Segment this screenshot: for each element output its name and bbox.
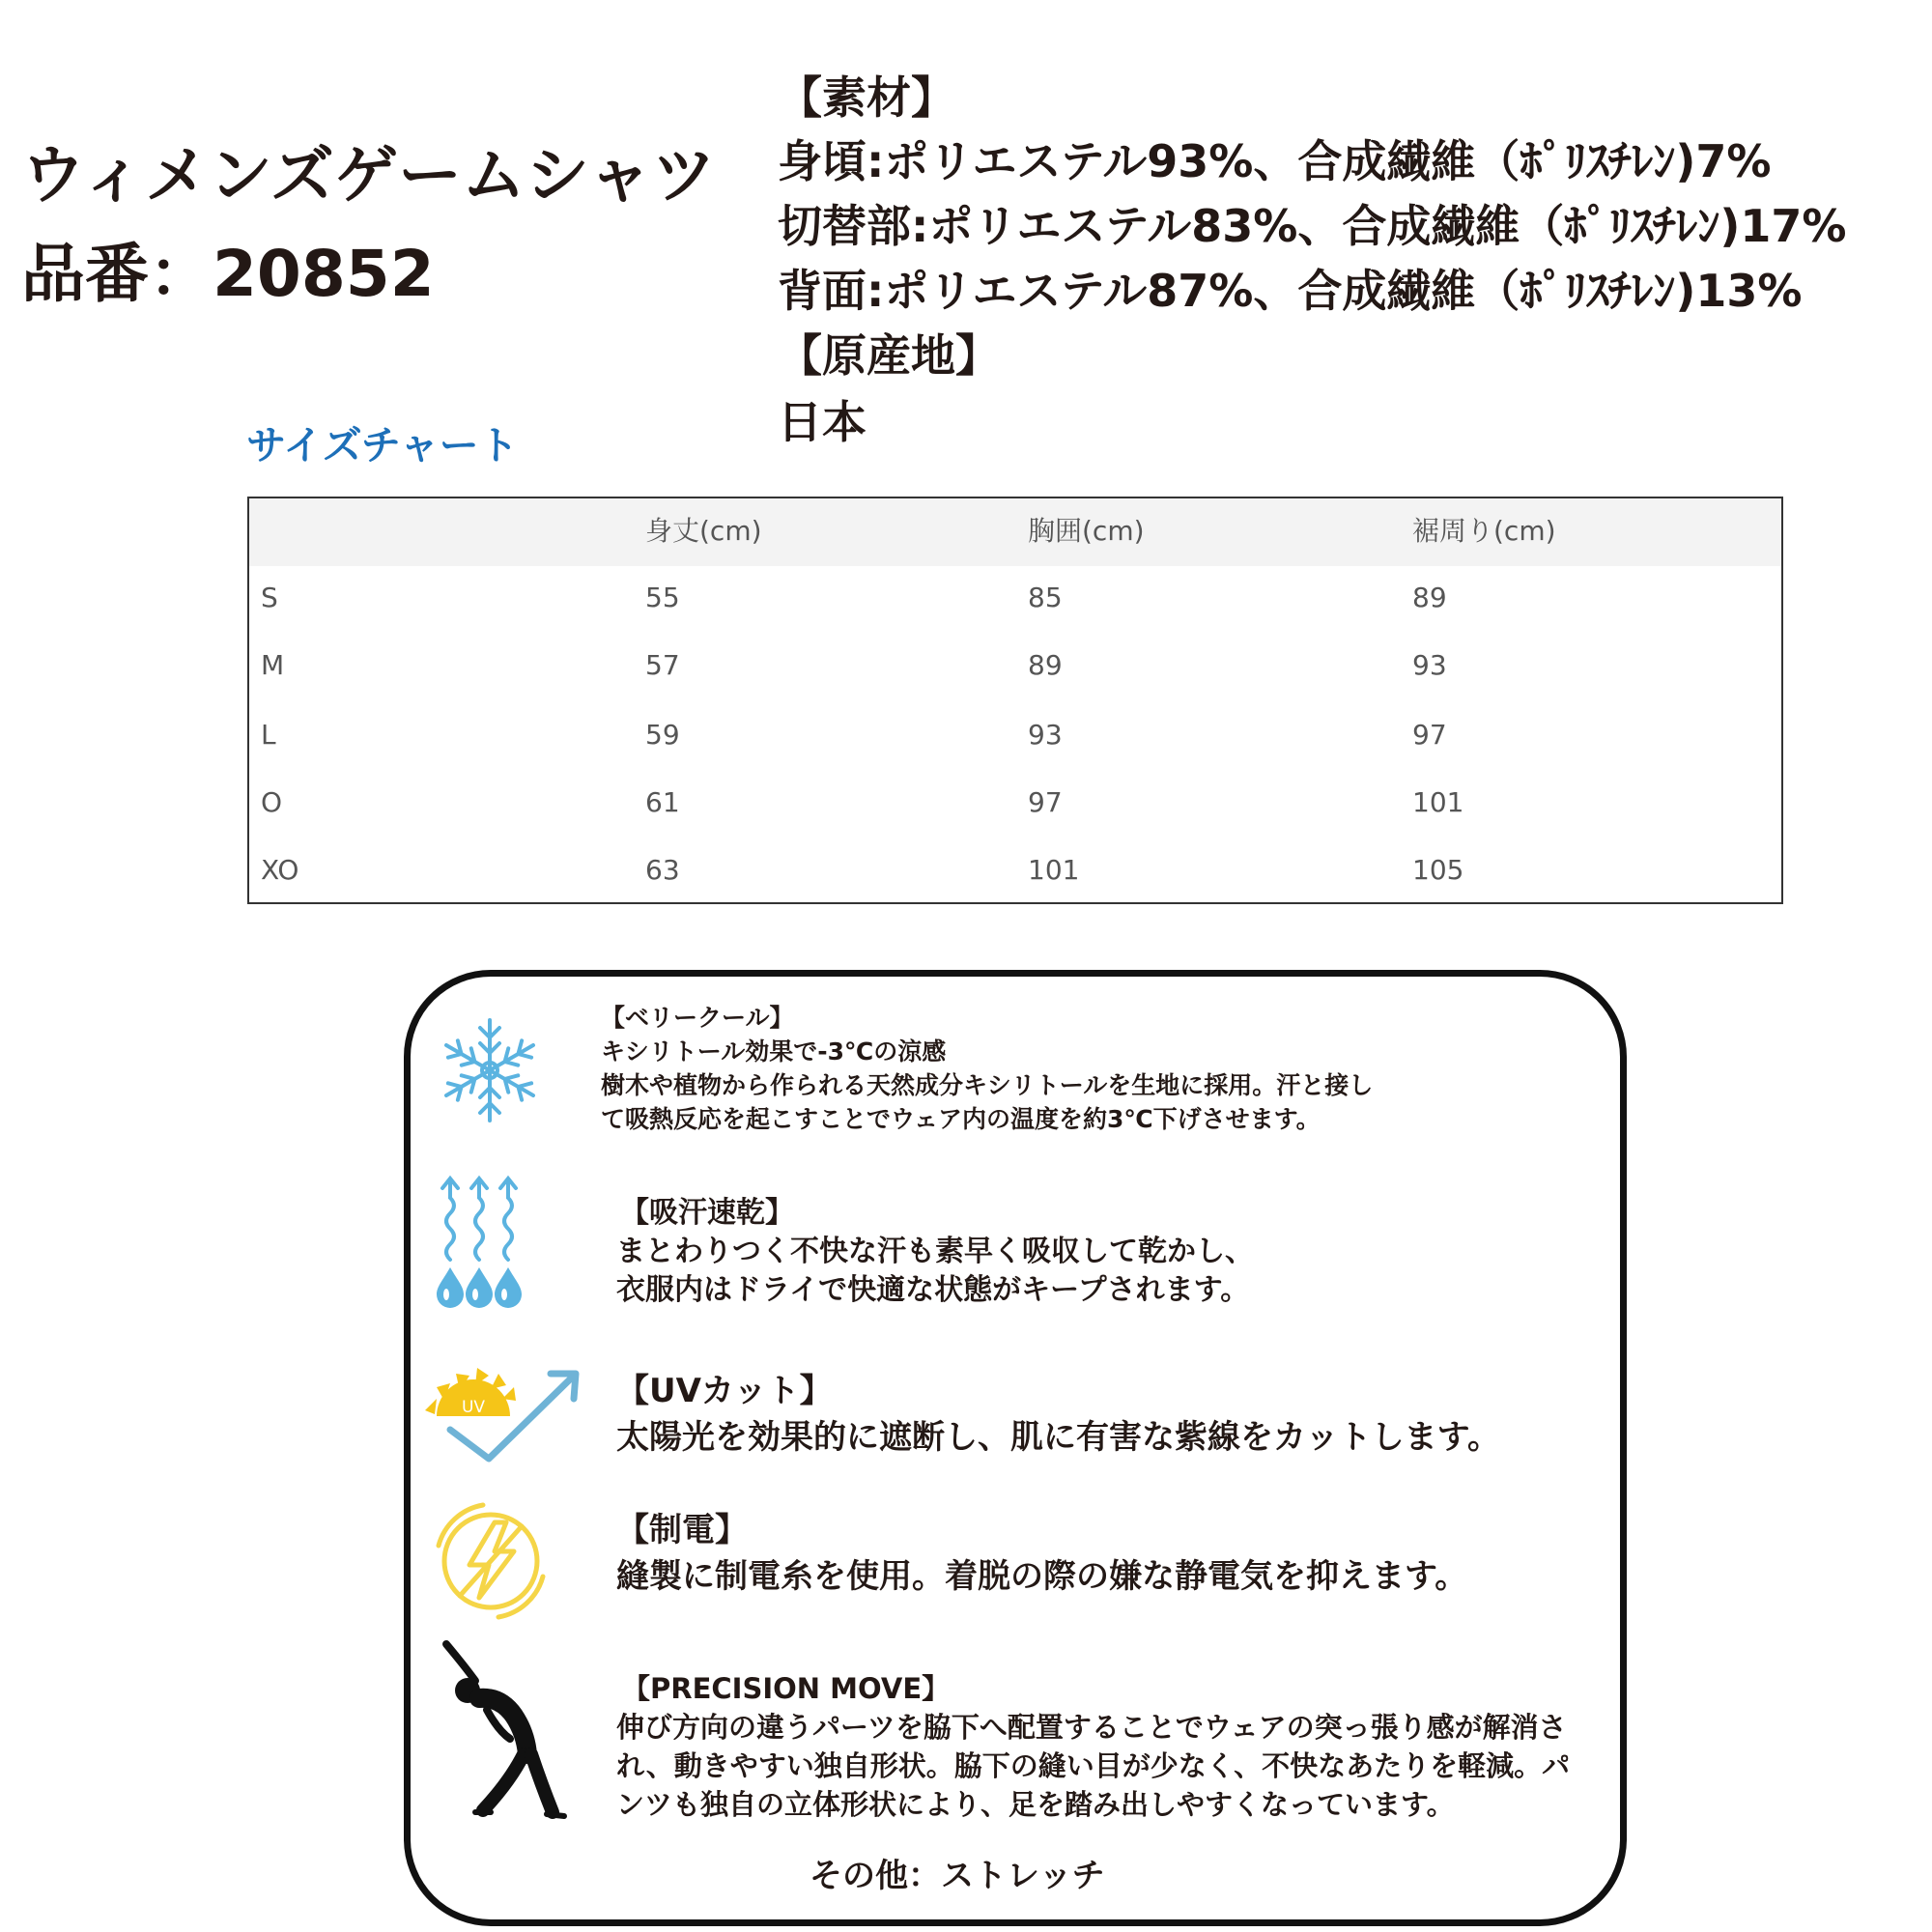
other-features: その他：ストレッチ — [810, 1857, 1105, 1895]
size-label: L — [261, 719, 276, 751]
sweat-drops-icon — [433, 1167, 529, 1310]
table-cell: 55 — [645, 582, 680, 613]
feature-text: ンツも独自の立体形状により、足を踏み出しやすくなっています。 — [616, 1788, 1455, 1821]
table-cell: 93 — [1028, 719, 1063, 751]
feature-text: 縫製に制電糸を使用。着脱の際の嫌な静電気を抑えます。 — [616, 1557, 1468, 1596]
table-cell: 101 — [1028, 854, 1080, 886]
table-cell: 105 — [1412, 854, 1464, 886]
size-label: S — [261, 582, 278, 613]
feature-text: キシリトール効果で-3℃の涼感 — [601, 1037, 947, 1065]
size-chart-title: サイズチャート — [246, 422, 519, 469]
anti-static-icon — [425, 1497, 556, 1623]
table-cell: 101 — [1412, 786, 1464, 818]
material-line-panel: 切替部:ポリエステル83%、合成繊維（ﾎﾟﾘｽﾁﾚﾝ)17% — [778, 200, 1847, 252]
table-cell: 57 — [645, 649, 680, 681]
header-length: 身丈(cm) — [645, 515, 762, 547]
feature-text: 衣服内はドライで快適な状態がキープされます。 — [616, 1273, 1250, 1307]
material-line-body: 身頃:ポリエステル93%、合成繊維（ﾎﾟﾘｽﾁﾚﾝ)7% — [778, 135, 1772, 187]
origin-value: 日本 — [778, 396, 867, 448]
material-line-back: 背面:ポリエステル87%、合成繊維（ﾎﾟﾘｽﾁﾚﾝ)13% — [778, 265, 1803, 317]
stretching-person-icon — [440, 1638, 568, 1820]
feature-text: 伸び方向の違うパーツを脇下へ配置することでウェアの突っ張り感が解消さ — [616, 1711, 1567, 1744]
table-cell: 97 — [1412, 719, 1447, 751]
snowflake-icon — [429, 1014, 551, 1126]
header-hem: 裾周り(cm) — [1412, 515, 1556, 547]
feature-title-anti-static: 【制電】 — [616, 1511, 748, 1549]
feature-title-quick-dry: 【吸汗速乾】 — [620, 1196, 794, 1230]
uv-cut-icon — [415, 1362, 582, 1464]
header-chest: 胸囲(cm) — [1028, 515, 1145, 547]
feature-text: れ、動きやすい独自形状。脇下の縫い目が少なく、不快なあたりを軽減。パ — [616, 1749, 1571, 1782]
feature-text: 樹木や植物から作られる天然成分キシリトールを生地に採用。汗と接し — [601, 1071, 1374, 1099]
feature-title-precision-move: 【PRECISION MOVE】 — [622, 1672, 951, 1705]
table-cell: 89 — [1028, 649, 1063, 681]
table-cell: 85 — [1028, 582, 1063, 613]
materials-heading: 【素材】 — [778, 71, 955, 124]
feature-text: 太陽光を効果的に遮断し、肌に有害な紫線をカットします。 — [616, 1418, 1500, 1457]
origin-heading: 【原産地】 — [778, 329, 1000, 382]
table-cell: 59 — [645, 719, 680, 751]
table-cell: 61 — [645, 786, 680, 818]
table-cell: 97 — [1028, 786, 1063, 818]
feature-title-uv-cut: 【UVカット】 — [616, 1372, 833, 1410]
table-cell: 89 — [1412, 582, 1447, 613]
table-cell: 93 — [1412, 649, 1447, 681]
product-name: ウィメンズゲームシャツ — [21, 138, 716, 213]
table-cell: 63 — [645, 854, 680, 886]
uv-icon-label: UV — [461, 1398, 486, 1417]
feature-text: まとわりつく不快な汗も素早く吸収して乾かし、 — [616, 1235, 1254, 1268]
product-code: 品番：20852 — [21, 237, 435, 311]
size-label: XO — [261, 854, 299, 886]
size-label: O — [261, 786, 283, 818]
size-label: M — [261, 649, 285, 681]
feature-text: て吸熱反応を起こすことでウェア内の温度を約3℃下げさせます。 — [601, 1105, 1321, 1133]
size-table — [247, 497, 1783, 904]
feature-title-very-cool: 【ベリークール】 — [601, 1004, 794, 1032]
